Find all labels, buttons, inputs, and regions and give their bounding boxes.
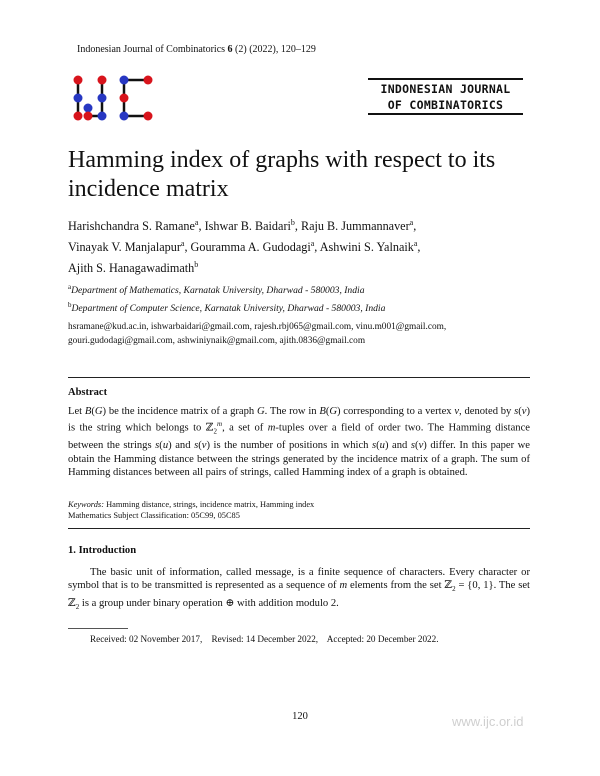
msc-classification: Mathematics Subject Classification: 05C99, 05C85: [68, 511, 240, 520]
abstract-heading: Abstract: [68, 387, 108, 398]
author: Raju B. Jummannaver$^a$: [300, 218, 414, 234]
journal-url: www.ijc.or.id: [452, 714, 524, 729]
author: Harishchandra S. Ramane$^a$: [68, 218, 199, 234]
abstract-text: Let B(G) be the incidence matrix of a graph G. The row in B(G) corresponding to a vertex v, denoted by s(v) is the string which belongs to ℤ$_2^m$, a set of m-tuples over a field of order two. The Hamming distance between the strings s(u) and s(v) is the number of positions in which s(u) and s(v) differ. In this paper we obtain the Hamming distance between the strings generated by the incidence matrix of a graph. The sum of Hamming distances between all pairs of strings, called Hamming index of a graph is obtained.: [68, 406, 531, 479]
ijc-logo: [68, 74, 156, 122]
journal-name-line2: OF COMBINATORICS: [387, 98, 504, 112]
page-number: 120: [292, 711, 308, 722]
journal-citation: Indonesian Journal of Combinatorics 6 (2) (2022), 120–129: [77, 44, 316, 55]
author-list: Harishchandra S. Ramane$^a$, Ishwar B. Baidari$^b$, Raju B. Jummannaver$^a$, Vinayak V. Manjalapur$^a$, Gouramma A. Gudodagi$^a$, Ashwini S. Yalnaik$^a$, Ajith S. Hanagawadimath$^b$: [68, 218, 421, 276]
author: Ajith S. Hanagawadimath$^b$: [68, 260, 199, 276]
paper-title: Hamming index of graphs with respect to its incidence matrix: [68, 147, 496, 202]
journal-name-box: [368, 78, 523, 114]
keywords: Keywords: Hamming distance, strings, incidence matrix, Hamming index: [68, 500, 315, 509]
email-list: hsramane@kud.ac.in, ishwarbaidari@gmail.com, rajesh.rbj065@gmail.com, vinu.m001@gmail.com, gouri.gudodagi@gmail.com, ashwiniynaik@gmail.com, ajith.0836@gmail.com: [68, 322, 447, 346]
introduction-text: The basic unit of information, called message, is a finite sequence of characters. Every character or symbol that is to be transmitted is represented as a sequence of m elements from the set ℤ$_2$ = {0, 1}. The set ℤ$_2$ is a group under binary operation ⊕ with addition modulo 2.: [68, 567, 530, 612]
author: Vinayak V. Manjalapur$^a$: [68, 239, 185, 255]
keywords-block: [68, 499, 530, 521]
section-heading-introduction: 1. Introduction: [68, 545, 137, 556]
author: Ashwini S. Yalnaik$^a$: [319, 239, 418, 255]
footnote-rule: [68, 628, 128, 629]
author: Gouramma A. Gudodagi$^a$: [190, 239, 315, 255]
author: Ishwar B. Baidari$^b$: [204, 218, 295, 234]
affiliation: $^b$Department of Computer Science, Karnatak University, Dharwad - 580003, India: [68, 301, 386, 315]
divider: [68, 377, 530, 378]
journal-name-line1: INDONESIAN JOURNAL: [380, 82, 511, 96]
divider: [68, 528, 530, 529]
affiliations: [68, 280, 538, 316]
affiliation: $^a$Department of Mathematics, Karnatak University, Dharwad - 580003, India: [68, 283, 365, 297]
submission-dates: Received: 02 November 2017, Revised: 14 December 2022, Accepted: 20 December 2022.: [90, 634, 439, 644]
